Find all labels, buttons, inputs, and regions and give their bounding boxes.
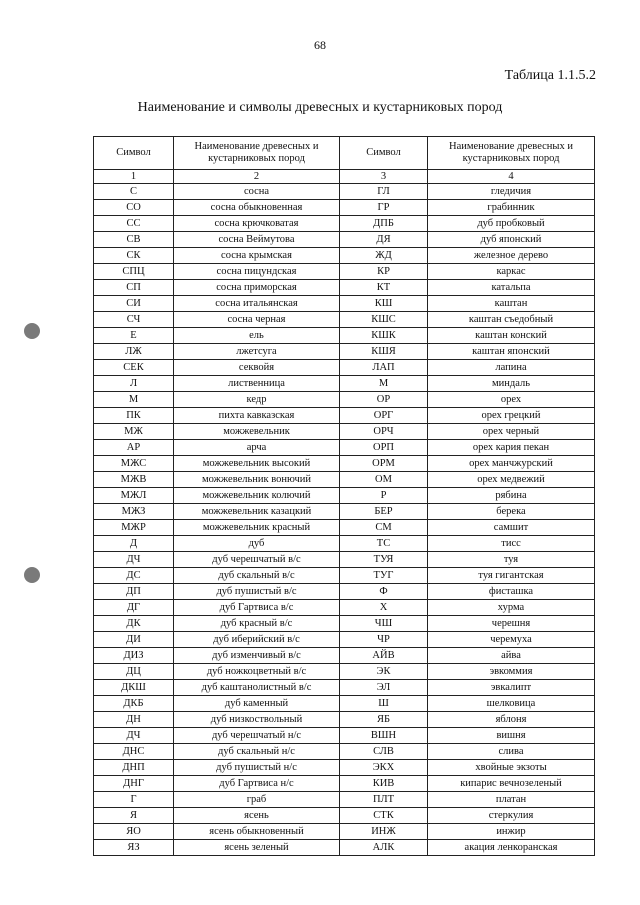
species-symbol: ЯЗ bbox=[94, 840, 174, 856]
species-name: сосна обыкновенная bbox=[174, 200, 340, 216]
species-symbol: КТ bbox=[340, 280, 428, 296]
species-symbol: ДКШ bbox=[94, 680, 174, 696]
table-row bbox=[94, 264, 595, 280]
species-name: дуб скальный в/с bbox=[174, 568, 340, 584]
table-row bbox=[94, 664, 595, 680]
species-symbol: ОМ bbox=[340, 472, 428, 488]
species-name: дуб пушистый в/с bbox=[174, 584, 340, 600]
species-symbol: СС bbox=[94, 216, 174, 232]
species-symbol: ДПБ bbox=[340, 216, 428, 232]
species-symbol: С bbox=[94, 184, 174, 200]
species-name: рябина bbox=[428, 488, 595, 504]
species-symbol: СМ bbox=[340, 520, 428, 536]
table-row bbox=[94, 312, 595, 328]
column-number: 2 bbox=[174, 170, 340, 184]
species-symbol: МЖЛ bbox=[94, 488, 174, 504]
table-row bbox=[94, 408, 595, 424]
table-row bbox=[94, 648, 595, 664]
species-name: дуб пушистый н/с bbox=[174, 760, 340, 776]
species-symbol: ДЧ bbox=[94, 728, 174, 744]
table-body bbox=[94, 184, 595, 856]
table-row bbox=[94, 504, 595, 520]
species-name: кедр bbox=[174, 392, 340, 408]
species-symbol: ГР bbox=[340, 200, 428, 216]
species-name: можжевельник колючий bbox=[174, 488, 340, 504]
column-number: 4 bbox=[428, 170, 595, 184]
species-name: дуб изменчивый в/с bbox=[174, 648, 340, 664]
table-row bbox=[94, 216, 595, 232]
table-row bbox=[94, 424, 595, 440]
species-name: арча bbox=[174, 440, 340, 456]
species-symbol: М bbox=[94, 392, 174, 408]
species-symbol: ЛЖ bbox=[94, 344, 174, 360]
species-name: каштан bbox=[428, 296, 595, 312]
species-symbol: КШ bbox=[340, 296, 428, 312]
header-name: Наименование древесных и кустарниковых пород bbox=[174, 137, 340, 170]
species-symbol: СЧ bbox=[94, 312, 174, 328]
binder-hole-icon bbox=[24, 567, 40, 583]
table-row bbox=[94, 520, 595, 536]
species-name: граб bbox=[174, 792, 340, 808]
species-name: дуб каштанолистный в/с bbox=[174, 680, 340, 696]
species-name: сосна Веймутова bbox=[174, 232, 340, 248]
species-name: ель bbox=[174, 328, 340, 344]
species-symbol: Ш bbox=[340, 696, 428, 712]
species-symbol: СИ bbox=[94, 296, 174, 312]
species-name: платан bbox=[428, 792, 595, 808]
species-symbol: ОР bbox=[340, 392, 428, 408]
species-name: черемуха bbox=[428, 632, 595, 648]
species-symbol: КИВ bbox=[340, 776, 428, 792]
species-symbol: ДЯ bbox=[340, 232, 428, 248]
species-symbol: ОРМ bbox=[340, 456, 428, 472]
header-symbol: Символ bbox=[340, 137, 428, 170]
species-symbol: СТК bbox=[340, 808, 428, 824]
table-row bbox=[94, 808, 595, 824]
species-name: слива bbox=[428, 744, 595, 760]
species-symbol: ЛАП bbox=[340, 360, 428, 376]
table-row bbox=[94, 280, 595, 296]
species-symbol: КР bbox=[340, 264, 428, 280]
table-row bbox=[94, 584, 595, 600]
species-symbol: ДК bbox=[94, 616, 174, 632]
species-name: можжевельник вонючий bbox=[174, 472, 340, 488]
species-name: каштан съедобный bbox=[428, 312, 595, 328]
table-row bbox=[94, 392, 595, 408]
species-symbol: КШЯ bbox=[340, 344, 428, 360]
table-row bbox=[94, 328, 595, 344]
species-symbol: СЕК bbox=[94, 360, 174, 376]
species-name: лжетсуга bbox=[174, 344, 340, 360]
species-name: ясень bbox=[174, 808, 340, 824]
species-symbol: Л bbox=[94, 376, 174, 392]
table-row bbox=[94, 616, 595, 632]
species-symbol: ЭКХ bbox=[340, 760, 428, 776]
species-name: эвкоммия bbox=[428, 664, 595, 680]
species-symbol: ДС bbox=[94, 568, 174, 584]
species-name: дуб Гартвиса в/с bbox=[174, 600, 340, 616]
species-symbol: МЖВ bbox=[94, 472, 174, 488]
species-symbol: ДНП bbox=[94, 760, 174, 776]
species-name: дуб пробковый bbox=[428, 216, 595, 232]
species-symbol: ДНГ bbox=[94, 776, 174, 792]
species-symbol: ДНС bbox=[94, 744, 174, 760]
table-row bbox=[94, 248, 595, 264]
species-symbol: ПЛТ bbox=[340, 792, 428, 808]
species-name: сосна черная bbox=[174, 312, 340, 328]
species-symbol: МЖЗ bbox=[94, 504, 174, 520]
species-name: дуб ножкоцветный в/с bbox=[174, 664, 340, 680]
species-name: каштан японский bbox=[428, 344, 595, 360]
species-name: кипарис вечнозеленый bbox=[428, 776, 595, 792]
species-name: стеркулия bbox=[428, 808, 595, 824]
species-symbol: ТС bbox=[340, 536, 428, 552]
species-symbol: ТУГ bbox=[340, 568, 428, 584]
species-symbol: ДКБ bbox=[94, 696, 174, 712]
species-name: черешня bbox=[428, 616, 595, 632]
column-number-row bbox=[94, 170, 595, 184]
species-name: орех медвежий bbox=[428, 472, 595, 488]
species-name: ясень обыкновенный bbox=[174, 824, 340, 840]
column-number: 3 bbox=[340, 170, 428, 184]
species-symbol: ИНЖ bbox=[340, 824, 428, 840]
species-symbol: КШК bbox=[340, 328, 428, 344]
species-symbol: СО bbox=[94, 200, 174, 216]
species-name: сосна приморская bbox=[174, 280, 340, 296]
species-symbol: ОРГ bbox=[340, 408, 428, 424]
species-symbol: СЛВ bbox=[340, 744, 428, 760]
table-row bbox=[94, 680, 595, 696]
species-name: акация ленкоранская bbox=[428, 840, 595, 856]
species-symbol: АР bbox=[94, 440, 174, 456]
species-symbol: Г bbox=[94, 792, 174, 808]
table-row bbox=[94, 728, 595, 744]
species-name: шелковица bbox=[428, 696, 595, 712]
species-symbol: ОРП bbox=[340, 440, 428, 456]
species-name: можжевельник bbox=[174, 424, 340, 440]
species-name: дуб красный в/с bbox=[174, 616, 340, 632]
table-row bbox=[94, 552, 595, 568]
species-name: сосна bbox=[174, 184, 340, 200]
species-name: дуб скальный н/с bbox=[174, 744, 340, 760]
table-row bbox=[94, 824, 595, 840]
species-name: каштан конский bbox=[428, 328, 595, 344]
table-row bbox=[94, 200, 595, 216]
species-symbol: АЙВ bbox=[340, 648, 428, 664]
species-symbol: ВШН bbox=[340, 728, 428, 744]
species-name: каркас bbox=[428, 264, 595, 280]
species-name: пихта кавказская bbox=[174, 408, 340, 424]
binder-hole-icon bbox=[24, 323, 40, 339]
species-symbol: Д bbox=[94, 536, 174, 552]
species-name: железное дерево bbox=[428, 248, 595, 264]
species-name: фисташка bbox=[428, 584, 595, 600]
species-symbol: ЖД bbox=[340, 248, 428, 264]
species-symbol: ЭК bbox=[340, 664, 428, 680]
species-name: дуб Гартвиса н/с bbox=[174, 776, 340, 792]
species-name: самшит bbox=[428, 520, 595, 536]
table-row bbox=[94, 376, 595, 392]
species-symbol: МЖ bbox=[94, 424, 174, 440]
species-name: миндаль bbox=[428, 376, 595, 392]
species-symbol: ДЧ bbox=[94, 552, 174, 568]
table-row bbox=[94, 456, 595, 472]
species-name: яблоня bbox=[428, 712, 595, 728]
species-name: айва bbox=[428, 648, 595, 664]
species-symbol: СК bbox=[94, 248, 174, 264]
table-row bbox=[94, 632, 595, 648]
table-row bbox=[94, 232, 595, 248]
species-symbol: СВ bbox=[94, 232, 174, 248]
table-row bbox=[94, 744, 595, 760]
species-name: эвкалипт bbox=[428, 680, 595, 696]
table-row bbox=[94, 360, 595, 376]
species-name: грабинник bbox=[428, 200, 595, 216]
species-name: дуб bbox=[174, 536, 340, 552]
species-symbol: Р bbox=[340, 488, 428, 504]
species-name: дуб черешчатый в/с bbox=[174, 552, 340, 568]
species-name: дуб иберийский в/с bbox=[174, 632, 340, 648]
table-row bbox=[94, 840, 595, 856]
species-name: можжевельник высокий bbox=[174, 456, 340, 472]
table-row bbox=[94, 440, 595, 456]
table-row bbox=[94, 296, 595, 312]
species-name: можжевельник красный bbox=[174, 520, 340, 536]
species-name: орех черный bbox=[428, 424, 595, 440]
species-symbol: Я bbox=[94, 808, 174, 824]
species-name: хвойные экзоты bbox=[428, 760, 595, 776]
species-name: дуб черешчатый н/с bbox=[174, 728, 340, 744]
species-name: сосна крымская bbox=[174, 248, 340, 264]
species-symbol: СП bbox=[94, 280, 174, 296]
column-number: 1 bbox=[94, 170, 174, 184]
species-symbol: ПК bbox=[94, 408, 174, 424]
species-symbol: БЕР bbox=[340, 504, 428, 520]
species-symbol: ТУЯ bbox=[340, 552, 428, 568]
species-symbol: ДП bbox=[94, 584, 174, 600]
species-symbol: ЧР bbox=[340, 632, 428, 648]
table-row bbox=[94, 712, 595, 728]
table-row bbox=[94, 568, 595, 584]
species-name: туя гигантская bbox=[428, 568, 595, 584]
table-row bbox=[94, 600, 595, 616]
header-name: Наименование древесных и кустарниковых пород bbox=[428, 137, 595, 170]
table-title: Наименование и символы древесных и кустарниковых пород bbox=[137, 100, 503, 115]
species-name: ясень зеленый bbox=[174, 840, 340, 856]
species-name: сосна итальянская bbox=[174, 296, 340, 312]
species-name: инжир bbox=[428, 824, 595, 840]
species-symbol: МЖС bbox=[94, 456, 174, 472]
species-symbol: ДИЗ bbox=[94, 648, 174, 664]
species-symbol: ДЦ bbox=[94, 664, 174, 680]
table-row bbox=[94, 488, 595, 504]
species-symbol: ДН bbox=[94, 712, 174, 728]
species-symbol: КШС bbox=[340, 312, 428, 328]
header-row bbox=[94, 137, 595, 170]
species-name: можжевельник казацкий bbox=[174, 504, 340, 520]
species-name: дуб каменный bbox=[174, 696, 340, 712]
table-row bbox=[94, 776, 595, 792]
species-name: сосна пицундская bbox=[174, 264, 340, 280]
species-symbol: ДИ bbox=[94, 632, 174, 648]
species-table bbox=[93, 136, 595, 856]
page-number: 68 bbox=[314, 38, 326, 52]
table-row bbox=[94, 344, 595, 360]
species-name: катальпа bbox=[428, 280, 595, 296]
table-row bbox=[94, 696, 595, 712]
table-row bbox=[94, 792, 595, 808]
species-symbol: ГЛ bbox=[340, 184, 428, 200]
table-label: Таблица 1.1.5.2 bbox=[504, 68, 596, 83]
species-symbol: АЛК bbox=[340, 840, 428, 856]
species-symbol: ОРЧ bbox=[340, 424, 428, 440]
species-name: орех манчжурский bbox=[428, 456, 595, 472]
species-symbol: СПЦ bbox=[94, 264, 174, 280]
species-name: орех кария пекан bbox=[428, 440, 595, 456]
species-name: дуб низкоствольный bbox=[174, 712, 340, 728]
species-symbol: ДГ bbox=[94, 600, 174, 616]
species-name: вишня bbox=[428, 728, 595, 744]
species-name: гледичия bbox=[428, 184, 595, 200]
species-symbol: Х bbox=[340, 600, 428, 616]
species-name: орех bbox=[428, 392, 595, 408]
table-row bbox=[94, 472, 595, 488]
species-name: дуб японский bbox=[428, 232, 595, 248]
table-row bbox=[94, 760, 595, 776]
species-symbol: ЭЛ bbox=[340, 680, 428, 696]
table-row bbox=[94, 536, 595, 552]
species-symbol: ЯБ bbox=[340, 712, 428, 728]
species-symbol: Е bbox=[94, 328, 174, 344]
species-name: хурма bbox=[428, 600, 595, 616]
species-symbol: ЧШ bbox=[340, 616, 428, 632]
species-symbol: ЯО bbox=[94, 824, 174, 840]
species-name: сосна крючковатая bbox=[174, 216, 340, 232]
header-symbol: Символ bbox=[94, 137, 174, 170]
species-name: берека bbox=[428, 504, 595, 520]
species-name: орех грецкий bbox=[428, 408, 595, 424]
species-name: секвойя bbox=[174, 360, 340, 376]
species-name: лиственница bbox=[174, 376, 340, 392]
species-name: туя bbox=[428, 552, 595, 568]
species-symbol: Ф bbox=[340, 584, 428, 600]
species-name: лапина bbox=[428, 360, 595, 376]
species-symbol: М bbox=[340, 376, 428, 392]
species-name: тисс bbox=[428, 536, 595, 552]
table-row bbox=[94, 184, 595, 200]
species-symbol: МЖР bbox=[94, 520, 174, 536]
